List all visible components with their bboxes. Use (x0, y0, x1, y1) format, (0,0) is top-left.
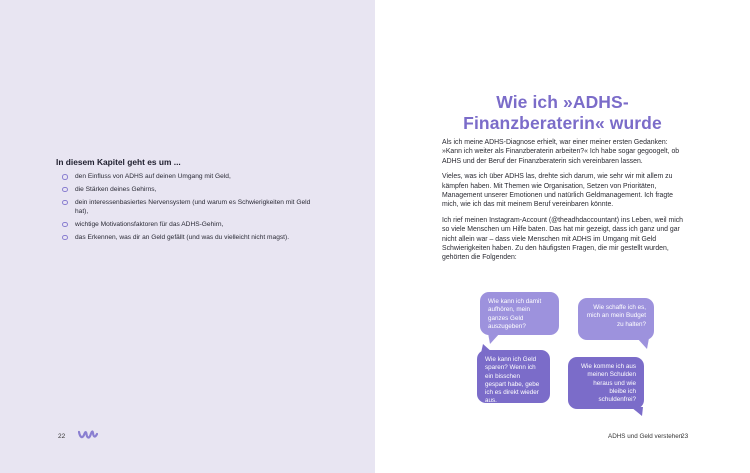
question-bubble (480, 292, 559, 335)
chapter-title (375, 92, 750, 134)
body-text (442, 138, 688, 269)
chapter-intro-heading: In diesem Kapitel geht es um ... (56, 157, 181, 167)
list-item (62, 198, 317, 217)
bubble-tail-icon (488, 333, 500, 344)
paragraph: Ich rief meinen Instagram-Account (@theadhdaccountant) ins Leben, weil mich so viele Menschen um Hilfe baten. Das hat mir gezeigt, dass ich ganz und gar nicht allein war – dass viele Menschen mit ADHS im Umgang mit Geld Schwierigkeiten haben. Zu den häufigsten Fragen, die mir gestellt wurden, gehörten die Folgenden: (442, 216, 684, 262)
bubble-tail-icon (637, 338, 649, 349)
circle-bullet-icon (62, 174, 68, 180)
list-item-text: wichtige Motivationsfaktoren für das ADHS-Gehirn, (75, 220, 224, 228)
paragraph: Vieles, was ich über ADHS las, drehte sich darum, wie sehr wir mit allem zu kämpfen haben. Mit Themen wie Organisation, Setzen von Prioritäten, Management unserer Emotionen und natürlich Geldmanagement. Ich fragte mich, wie ich das mit meinem Beruf vereinbaren könnte. (442, 173, 673, 209)
page-number-right: 23 (681, 433, 689, 440)
chapter-topics-list (62, 172, 317, 246)
bubble-text: Wie komme ich aus meinen Schulden heraus und wie bleibe ich schuldenfrei? (581, 363, 636, 404)
running-footer-title: ADHS und Geld verstehen (608, 433, 683, 440)
list-item-text: dein interessenbasiertes Nervensystem (und warum es Schwierigkeiten mit Geld hat), (75, 198, 311, 216)
bubble-tail-icon (631, 407, 643, 416)
chapter-title-line: Finanzberaterin« wurde (463, 113, 662, 133)
page-number-left: 22 (58, 433, 66, 440)
list-item (62, 233, 317, 243)
bubble-text: Wie schaffe ich es, mich an mein Budget zu halten? (586, 304, 646, 328)
list-item-text: die Stärken deines Gehirns, (75, 185, 157, 193)
paragraph: Als ich meine ADHS-Diagnose erhielt, war einer meiner ersten Gedanken: »Kann ich weiter als Finanzberaterin arbeiten?« Ich habe sogar gegoogelt, ob ADHS und der Beruf der Finanzberaterin sich vereinbaren lassen. (442, 139, 680, 165)
chapter-title-line: Wie ich »ADHS- (496, 92, 629, 112)
publisher-logo-icon (78, 428, 98, 441)
question-bubble (578, 298, 654, 340)
question-bubble (568, 357, 644, 409)
list-item (62, 185, 317, 195)
list-item (62, 172, 317, 182)
list-item (62, 220, 317, 230)
list-item-text: das Erkennen, was dir an Geld gefällt (und was du vielleicht nicht magst). (75, 233, 290, 241)
bubble-text: Wie kann ich Geld sparen? Wenn ich ein bisschen gespart habe, gebe ich es direkt wieder aus. (485, 356, 540, 405)
bubble-text: Wie kann ich damit aufhören, mein ganzes Geld auszugeben? (488, 298, 542, 330)
bubble-tail-icon (481, 344, 493, 353)
question-bubble (477, 350, 550, 403)
circle-bullet-icon (62, 200, 68, 206)
circle-bullet-icon (62, 235, 68, 241)
list-item-text: den Einfluss von ADHS auf deinen Umgang mit Geld, (75, 173, 231, 180)
circle-bullet-icon (62, 222, 68, 228)
circle-bullet-icon (62, 187, 68, 193)
